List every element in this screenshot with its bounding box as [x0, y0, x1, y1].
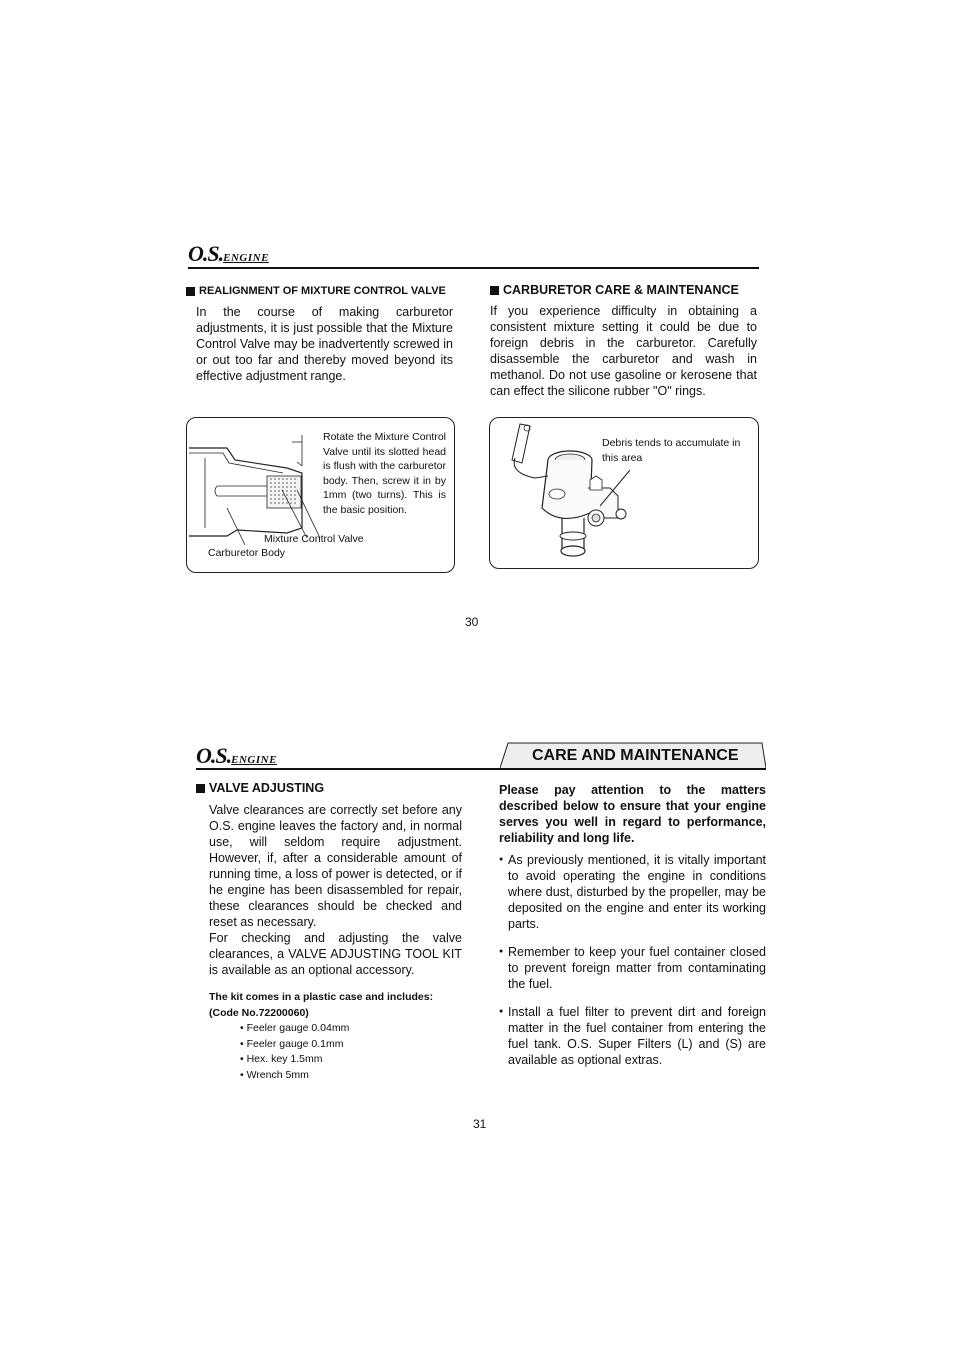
os-engine-logo	[188, 241, 269, 267]
section-tab	[500, 742, 766, 769]
realignment-heading: REALIGNMENT OF MIXTURE CONTROL VALVE	[199, 285, 446, 297]
section-heading	[196, 781, 456, 795]
square-bullet-icon	[196, 784, 205, 793]
square-bullet-icon	[186, 287, 195, 296]
valve-adjusting-body: Valve clearances are correctly set before any O.S. engine leaves the factory and, in normal use, will seldom require adjustment. However, if, after a considerable amount of running time, a loss of power is detected, or if he engine has been disassembled for repair, these clearances should be checked and reset as necessary.	[209, 803, 462, 929]
realignment-body: In the course of making carburetor adjustments, it is just possible that the Mixture Control Valve may be inadvertently screwed in or out too far and thereby moved beyond its effective adjustment range.	[196, 305, 453, 383]
care-bullet: ● As previously mentioned, it is vitally important to avoid operating the engine in conditions where dust, disturbed by the propeller, may be deposited on the engine and enter its working parts.	[499, 852, 766, 932]
valve-adjusting-heading: VALVE ADJUSTING	[209, 781, 325, 795]
carburetor-care-body: If you experience difficulty in obtaining a consistent mixture setting it could be due to foreign debris in the carburetor. Carefully disassemble the carburetor and wash in methanol. Do not use gasoline or kerosene that can effect the silicone rubber "O" rings.	[490, 304, 757, 398]
logo-os-text: O.S.	[196, 743, 232, 768]
page-number: 30	[465, 615, 479, 629]
label-mixture-control-valve: Mixture Control Valve	[264, 533, 364, 545]
header-rule	[188, 267, 759, 269]
mixture-valve-figure	[186, 417, 455, 573]
kit-item: • Wrench 5mm	[240, 1068, 309, 1081]
kit-item: • Hex. key 1.5mm	[240, 1053, 323, 1066]
care-bullet: ● Install a fuel filter to prevent dirt and foreign matter in the fuel container from entering the fuel tank. O.S. Super Filters (L) and (S) are available as optional extras.	[499, 1004, 766, 1068]
valve-adjusting-kit-body: For checking and adjusting the valve clearances, a VALVE ADJUSTING TOOL KIT is available as an optional accessory.	[209, 931, 462, 977]
kit-item: • Feeler gauge 0.1mm	[240, 1037, 344, 1050]
logo-os-text: O.S.	[188, 241, 224, 266]
kit-item: • Feeler gauge 0.04mm	[240, 1022, 350, 1034]
label-carburetor-body: Carburetor Body	[208, 547, 286, 559]
kit-item-list	[240, 1021, 349, 1083]
debris-callout: Debris tends to accumulate in this area	[602, 437, 741, 464]
carburetor-figure	[489, 417, 759, 569]
care-intro: Please pay attention to the matters described below to ensure that your engine serves you well in regard to performance, reliability and long life.	[499, 783, 766, 845]
carburetor-care-heading: CARBURETOR CARE & MAINTENANCE	[503, 283, 739, 297]
logo-engine-text: ENGINE	[231, 754, 277, 766]
logo-engine-text: ENGINE	[223, 252, 269, 264]
kit-intro: The kit comes in a plastic case and includes: (Code No.72200060)	[209, 991, 434, 1019]
header-rule	[196, 768, 766, 770]
mixture-valve-callout: Rotate the Mixture Control Valve until its slotted head is flush with the carburetor body. Then, screw it in by 1mm (two turns). This is the basic position.	[323, 431, 446, 516]
section-tab-title: CARE AND MAINTENANCE	[532, 747, 739, 764]
square-bullet-icon	[490, 286, 499, 295]
care-bullet-list	[499, 852, 766, 1086]
care-bullet: ● Remember to keep your fuel container closed to prevent foreign matter from contaminating the fuel.	[499, 944, 766, 992]
page-number: 31	[473, 1117, 487, 1131]
section-heading	[490, 283, 760, 297]
section-heading	[186, 285, 456, 297]
os-engine-logo	[196, 743, 277, 769]
